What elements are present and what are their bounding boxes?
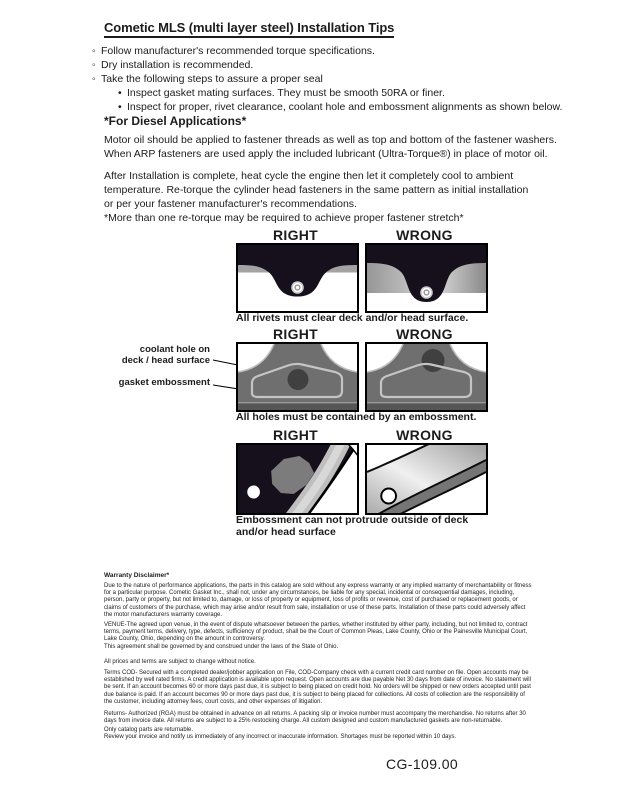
diesel-heading: *For Diesel Applications*: [104, 114, 247, 128]
warranty-paragraph: This agreement shall be governed by and construed under the laws of the State of Ohio.: [104, 644, 339, 650]
diesel-paragraph-2: [104, 169, 528, 211]
text-line: Motor oil should be applied to fastener threads as well as top and bottom of the fastener washers.: [104, 134, 557, 146]
tip-bullet: [92, 44, 562, 58]
warranty-paragraph: VENUE-The agreed upon venue, in the event of dispute whatsoever between the parties, whether instituted by either party, including, but not limited to, contract terms, payment terms, delivery, type, defects, sufficiency of product, shall be the Court of Common Pleas, Lake County, Ohio or the Painesville Municipal Court, Lake County, Ohio, depending on the amount in controversy.: [104, 622, 528, 643]
bullet-marker: ◦: [92, 73, 96, 85]
retorque-note: [104, 211, 464, 225]
text-line: deck / head surface: [121, 354, 210, 366]
diagram-caption-3: [236, 514, 468, 538]
warranty-heading: Warranty Disclaimer*: [104, 572, 170, 579]
warranty-paragraph: Due to the nature of performance applications, the parts in this catalog are sold without any express warranty or any implied warranty of merchantability or fitness for a particular purpose. Cometic Gasket Inc., shall not, under any circumstances, be liable for any special, incidental or consequential damages, including, person, party or property, but not limited to, damage, or loss of property or equipment, loss of profits or revenue, cost of purchased or replacement goods, or claims of customers of the purchase, which may arise and/or result from sale, installation or use of these parts. Installation of these parts could adversely affect the motor manufacturers warranty coverage.: [104, 583, 532, 618]
bullet-marker: •: [118, 87, 122, 99]
tip-text: Take the following steps to assure a proper seal: [101, 73, 323, 85]
text-line: After Installation is complete, heat cycle the engine then let it completely cool to ambient: [104, 170, 514, 182]
text-line: *More than one re-torque may be required to achieve proper fastener stretch*: [104, 212, 464, 224]
text-line: and/or head surface: [236, 526, 336, 538]
rivet-wrong-illustration: [367, 245, 486, 311]
diagram-caption-1: All rivets must clear deck and/or head surface.: [236, 312, 469, 324]
embossment-right-illustration: [238, 445, 357, 513]
tip-text: Inspect gasket mating surfaces. They must be smooth 50RA or finer.: [127, 87, 445, 99]
tip-text: Dry installation is recommended.: [101, 59, 254, 71]
coolant-wrong-illustration: [367, 344, 486, 410]
callout-gasket-embossment: gasket embossment: [118, 377, 210, 388]
embossment-wrong-illustration: [367, 445, 486, 513]
text-line: coolant hole on: [139, 344, 210, 355]
bullet-marker: ◦: [92, 45, 96, 57]
warranty-paragraph: All prices and terms are subject to change without notice.: [104, 659, 256, 665]
diagram-rivet-wrong: [365, 243, 488, 313]
right-label-row3: RIGHT: [272, 427, 319, 443]
diagram-rivet-right: [236, 243, 359, 313]
wrong-label-row3: WRONG: [396, 427, 453, 443]
warranty-paragraph: Returns- Authorized (RGA) must be obtained in advance on all returns. A packing slip or invoice number must accompany the merchandise. No returns after 30 days from invoice date. All returns are subject to a 25% restocking charge. All custom designed and custom manufactured gaskets are non-returnable.: [104, 711, 526, 725]
diagram-embossment-wrong: [365, 443, 488, 515]
diagram-coolant-wrong: [365, 342, 488, 412]
warranty-paragraph: Review your invoice and notify us immediately of any incorrect or inaccurate information. Shortages must be reported within 10 days.: [104, 734, 457, 740]
right-label-row1: RIGHT: [272, 227, 319, 243]
tips-list: [92, 44, 562, 114]
diagram-embossment-right: [236, 443, 359, 515]
tip-text: Inspect for proper, rivet clearance, coolant hole and embossment alignments as shown below.: [127, 101, 563, 113]
bullet-marker: ◦: [92, 59, 96, 71]
bullet-marker: •: [118, 101, 122, 113]
text-line: Embossment can not protrude outside of deck: [236, 514, 469, 526]
page-number: CG-109.00: [386, 756, 459, 772]
wrong-label-row2: WRONG: [396, 326, 453, 342]
text-line: temperature. Re-torque the cylinder head fasteners in the same pattern as initial installation: [104, 184, 529, 196]
tip-text: Follow manufacturer's recommended torque specifications.: [101, 45, 375, 57]
wrong-label-row1: WRONG: [396, 227, 453, 243]
text-line: or per your fastener manufacturer's recommendations.: [104, 198, 357, 210]
tip-bullet: [92, 72, 562, 86]
rivet-right-illustration: [238, 245, 357, 311]
coolant-right-illustration: [238, 344, 357, 410]
callout-coolant-hole: [100, 345, 210, 366]
text-line: When ARP fasteners are used apply the included lubricant (Ultra-Torque®) in place of motor oil.: [104, 148, 548, 160]
warranty-paragraph: Only catalog parts are returnable.: [104, 727, 194, 733]
tip-bullet: [92, 58, 562, 72]
tip-bullet: [118, 86, 562, 100]
page-title: Cometic MLS (multi layer steel) Installation Tips: [104, 20, 394, 38]
right-label-row2: RIGHT: [272, 326, 319, 342]
tip-bullet: [118, 100, 562, 114]
warranty-paragraph: Terms COD- Secured with a completed dealer/jobber application on File, COD-Company check with a current credit card number on file. Open accounts may be established by well rated firms. A credit application is available upon request. Open accounts are due payable Net 30 days from date of invoice. No statement will be sent. If an account becomes 60 or more days past due, it is subject to being placed on credit hold. No orders will be shipped or new orders accepted until past due balance is paid. If an account becomes 90 or more days past due, it is subject to being placed for collections. All costs of collection are the responsibility of the customer, including attorney fees, court costs, and other expenses of litigation.: [104, 670, 531, 705]
diagram-caption-2: All holes must be contained by an embossment.: [236, 411, 477, 423]
diagram-coolant-right: [236, 342, 359, 412]
diesel-paragraph-1: [104, 133, 557, 161]
